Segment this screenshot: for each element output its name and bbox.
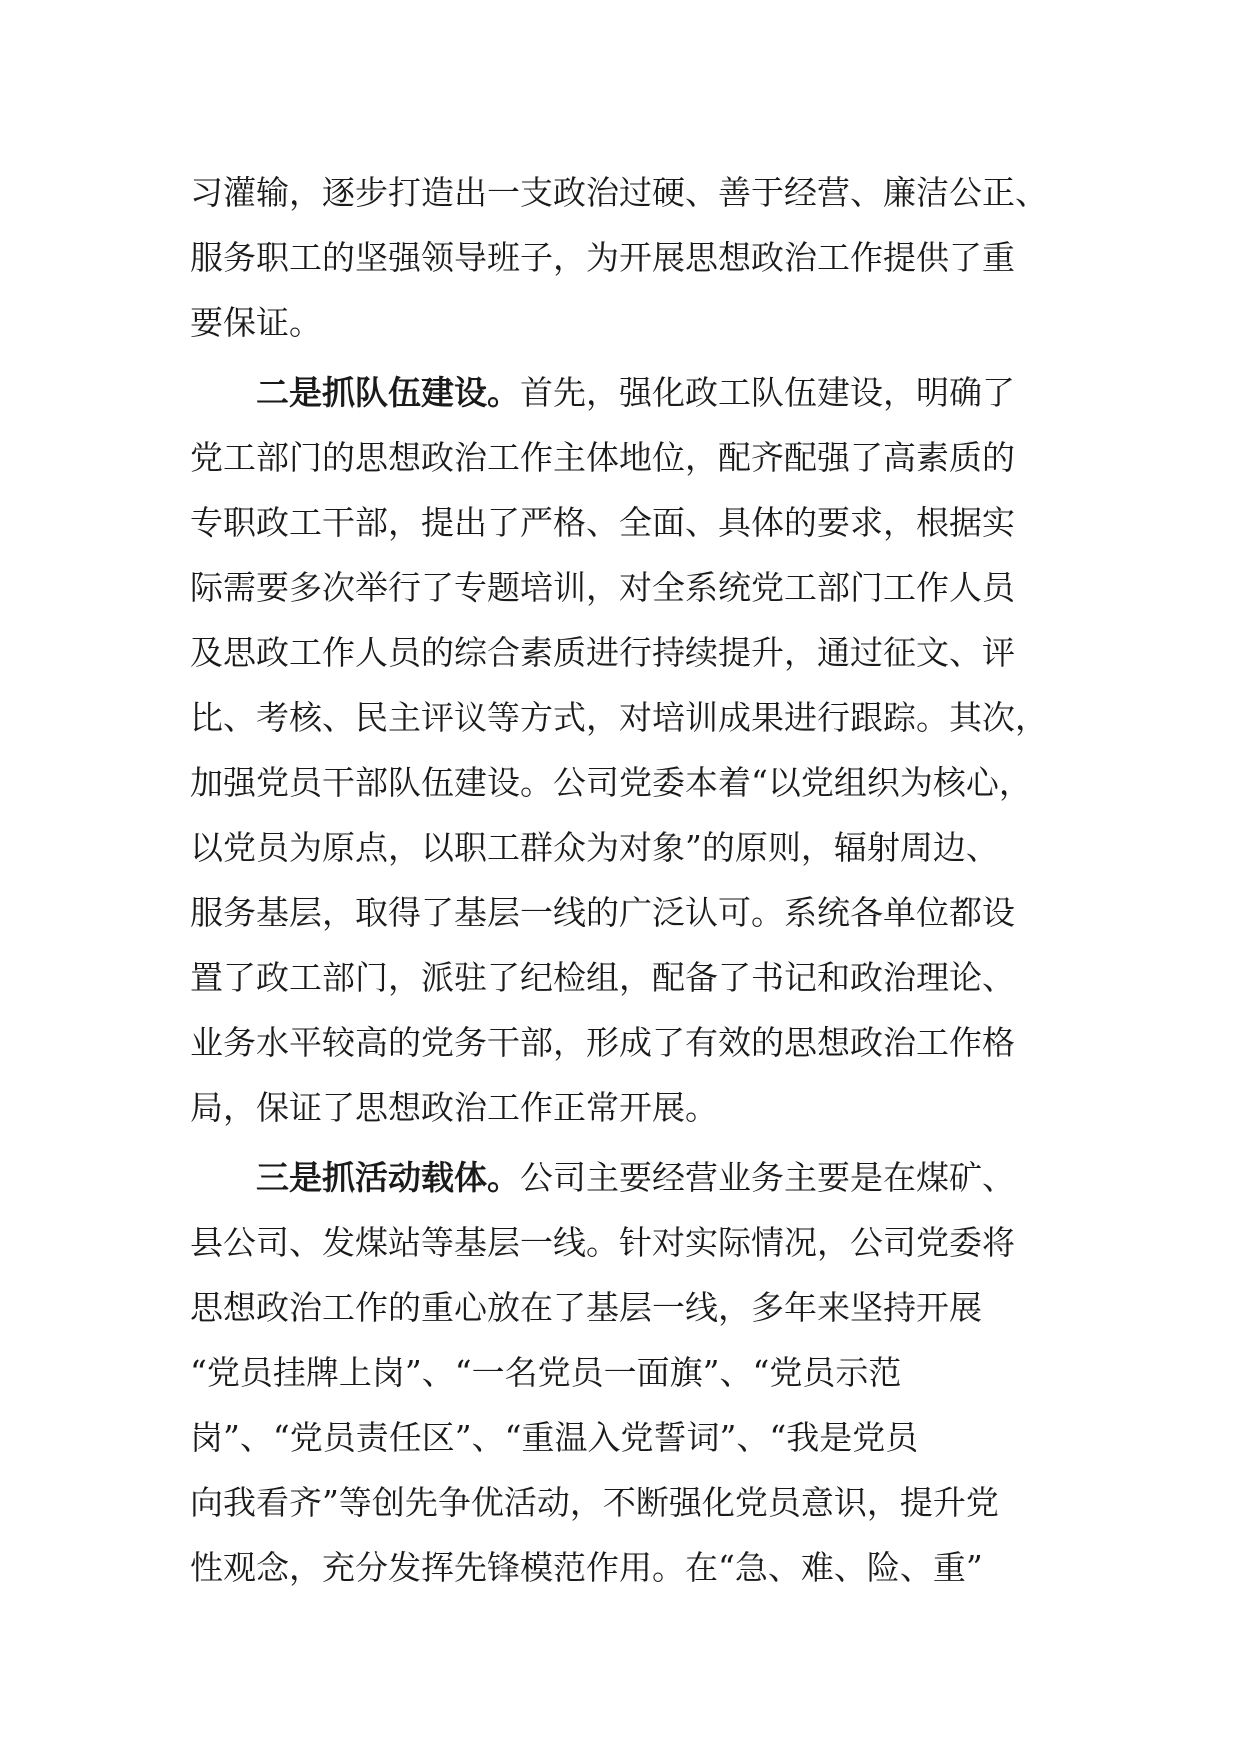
text-line: “党员挂牌上岗”、“一名党员一面旗”、“党员示范 xyxy=(190,1353,902,1392)
text-line: 岗”、“党员责任区”、“重温入党誓词”、“我是党员 xyxy=(190,1418,919,1457)
text-line: 县公司、发煤站等基层一线。针对实际情况，公司党委将 xyxy=(190,1223,1015,1262)
paragraph-lead: 三是抓活动载体。 xyxy=(256,1158,520,1197)
body-text xyxy=(190,160,1060,1600)
text-line: 专职政工干部，提出了严格、全面、具体的要求，根据实 xyxy=(190,503,1015,542)
text-line: 置了政工部门，派驻了纪检组，配备了书记和政治理论、 xyxy=(190,958,1015,997)
text-line: 思想政治工作的重心放在了基层一线，多年来坚持开展 xyxy=(190,1288,982,1327)
text-line: 以党员为原点，以职工群众为对象”的原则，辐射周边、 xyxy=(190,828,999,867)
text-line: 加强党员干部队伍建设。公司党委本着“以党组织为核心， xyxy=(190,763,1032,802)
text-line: 及思政工作人员的综合素质进行持续提升，通过征文、评 xyxy=(190,633,1015,672)
text-span: 首先，强化政工队伍建设，明确了 xyxy=(520,373,1015,412)
text-line: 比、考核、民主评议等方式，对培训成果进行跟踪。其次， xyxy=(190,698,1048,737)
paragraph-team-building xyxy=(190,360,1060,1140)
text-line: 性观念，充分发挥先锋模范作用。在“急、难、险、重” xyxy=(190,1548,983,1587)
text-line: 党工部门的思想政治工作主体地位，配齐配强了高素质的 xyxy=(190,438,1015,477)
text-line: 业务水平较高的党务干部，形成了有效的思想政治工作格 xyxy=(190,1023,1015,1062)
text-line: 际需要多次举行了专题培训，对全系统党工部门工作人员 xyxy=(190,568,1015,607)
text-span: 公司主要经营业务主要是在煤矿、 xyxy=(520,1158,1015,1197)
text-line xyxy=(190,1145,1060,1210)
text-line: 习灌输，逐步打造出一支政治过硬、善于经营、廉洁公正、 xyxy=(190,173,1048,212)
text-line: 局，保证了思想政治工作正常开展。 xyxy=(190,1088,718,1127)
paragraph-lead: 二是抓队伍建设。 xyxy=(256,373,520,412)
paragraph-activity-carrier xyxy=(190,1145,1060,1600)
text-line: 向我看齐”等创先争优活动，不断强化党员意识，提升党 xyxy=(190,1483,999,1522)
text-line: 服务职工的坚强领导班子，为开展思想政治工作提供了重 xyxy=(190,238,1015,277)
text-line: 要保证。 xyxy=(190,303,322,342)
text-line xyxy=(190,360,1060,425)
text-line: 服务基层，取得了基层一线的广泛认可。系统各单位都设 xyxy=(190,893,1015,932)
paragraph-continuation xyxy=(190,160,1060,355)
